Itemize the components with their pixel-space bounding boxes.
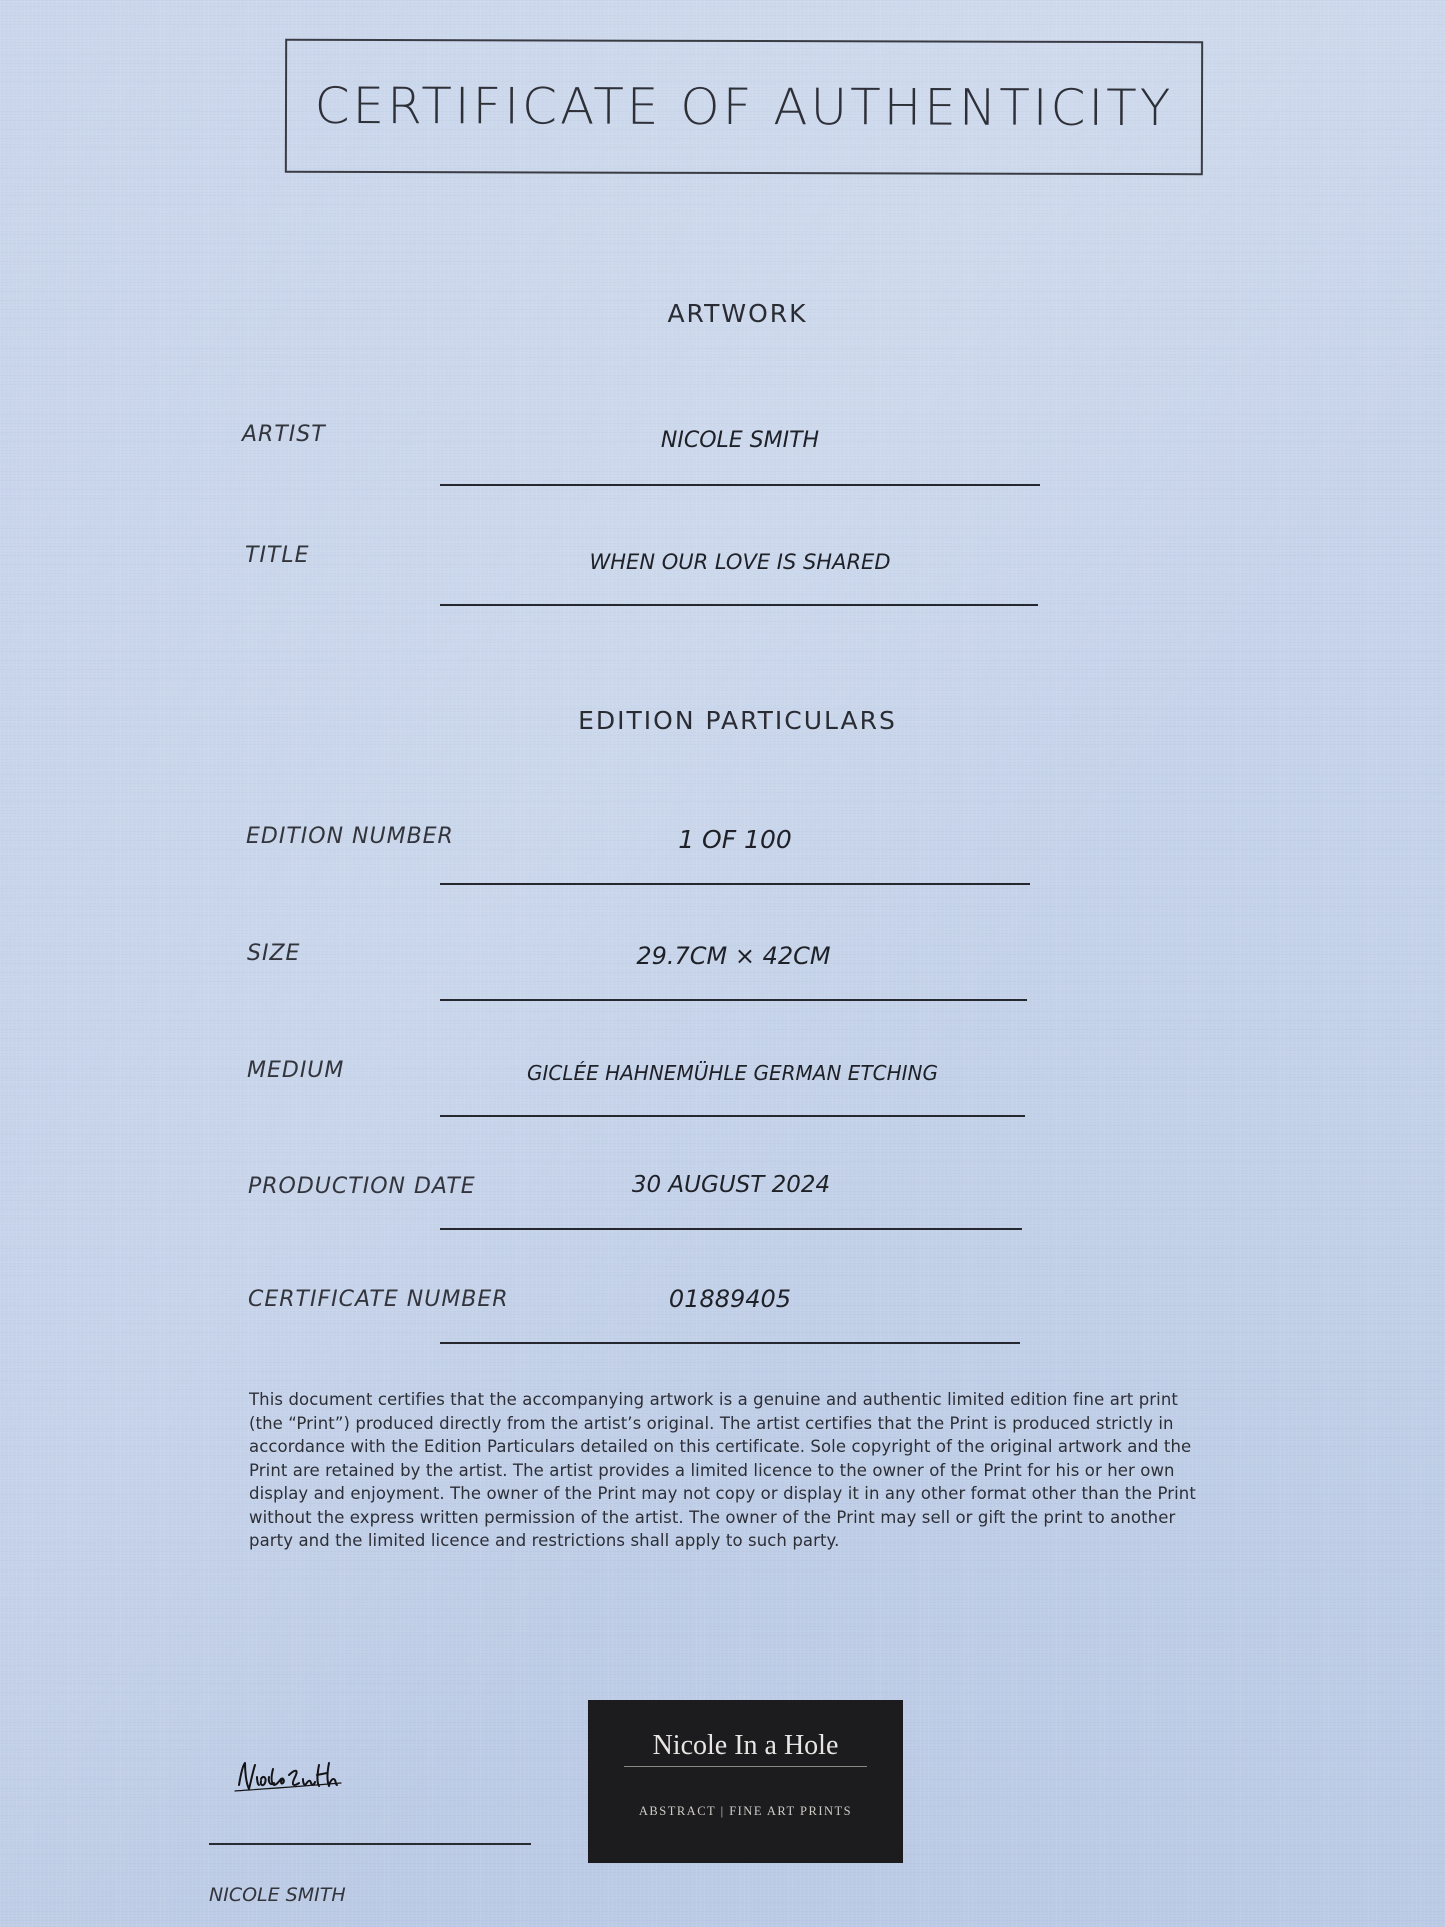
certificate-number-value: 01889405 (668, 1285, 792, 1313)
title-label: TITLE (245, 543, 310, 568)
brand-logo-rule (624, 1766, 867, 1767)
production-date-value: 30 AUGUST 2024 (631, 1172, 831, 1198)
certificate-number-label: CERTIFICATE NUMBER (248, 1287, 509, 1312)
medium-label: MEDIUM (247, 1058, 345, 1083)
size-value: 29.7CM × 42CM (636, 942, 831, 970)
signature (233, 1755, 343, 1799)
brand-logo-tagline: ABSTRACT | FINE ART PRINTS (638, 1804, 853, 1818)
artist-value: NICOLE SMITH (660, 428, 820, 453)
certificate-title-box (285, 39, 1203, 175)
production-date-underline (440, 1228, 1022, 1230)
artwork-heading: ARTWORK (667, 299, 808, 328)
certificate-number-underline (440, 1342, 1020, 1344)
artist-underline (440, 484, 1040, 486)
edition-number-underline (440, 883, 1030, 885)
artist-label: ARTIST (242, 422, 326, 447)
edition-number-value: 1 OF 100 (678, 825, 792, 854)
size-label: SIZE (247, 941, 301, 966)
edition-number-label: EDITION NUMBER (246, 824, 454, 849)
signature-line (209, 1843, 531, 1845)
medium-value: GICLÉE HAHNEMÜHLE GERMAN ETCHING (526, 1061, 939, 1085)
title-value: WHEN OUR LOVE IS SHARED (589, 550, 891, 574)
edition-heading: EDITION PARTICULARS (578, 706, 897, 735)
medium-underline (440, 1115, 1025, 1117)
signature-printed-name: NICOLE SMITH (209, 1884, 346, 1906)
brand-logo (588, 1700, 903, 1863)
size-underline (440, 999, 1027, 1001)
handwritten-signature-icon (233, 1755, 343, 1799)
certificate-title: CERTIFICATE OF AUTHENTICITY (314, 76, 1174, 138)
production-date-label: PRODUCTION DATE (248, 1174, 476, 1199)
certification-statement: This document certifies that the accompanying artwork is a genuine and authentic limited edition fine art print (the “Print”) produced directly from the artist’s original. The artist certifies that the Print is produced strictly in accordance with the Edition Particulars detailed on this certificate. Sole copyright of the original artwork and the Print are retained by the artist. The artist provides a limited licence to the owner of the Print for his or her own display and enjoyment. The owner of the Print may not copy or display it in any other format other than the Print without the express written permission of the artist. The owner of the Print may sell or gift the print to another party and the limited licence and restrictions shall apply to such party. (249, 1390, 1196, 1550)
brand-logo-name: Nicole In a Hole (652, 1730, 839, 1761)
title-underline (440, 604, 1038, 606)
